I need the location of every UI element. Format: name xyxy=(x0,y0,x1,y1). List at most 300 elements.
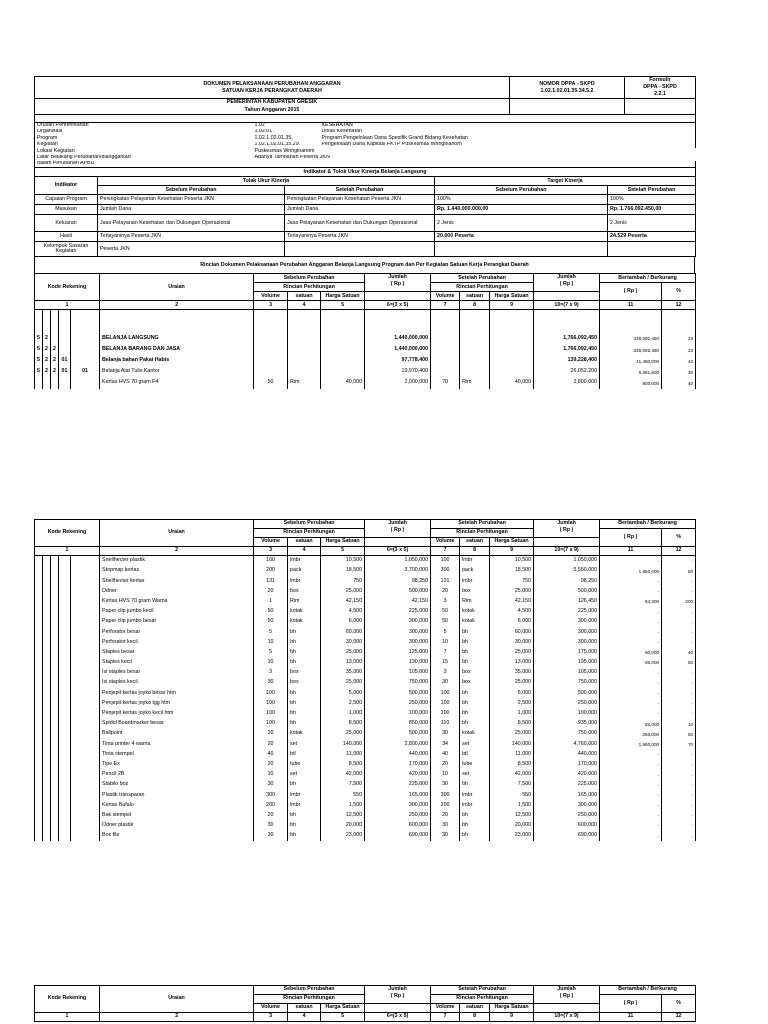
col-num-8: 8 xyxy=(460,547,490,556)
spacer-cell xyxy=(43,310,51,334)
selisih-pct: - xyxy=(662,770,696,780)
volume-setelah: 300 xyxy=(431,566,460,576)
jumlah-setelah: 1,766,092,450 xyxy=(534,345,600,356)
uraian-cell: BELANJA LANGSUNG xyxy=(100,333,254,344)
kode-k1 xyxy=(35,760,43,770)
jumlah-setelah: 5,550,000 xyxy=(534,566,600,576)
kode-k2 xyxy=(43,678,51,688)
volume-sebelum: 5 xyxy=(254,627,288,637)
rincian-number-row xyxy=(35,301,696,310)
kinerja-tu-sebelum: Terlayaninya Peserta JKN xyxy=(98,232,285,242)
jumlah-sebelum: 98,250 xyxy=(365,576,431,586)
harga-sebelum: 20,000 xyxy=(321,821,365,831)
kinerja-tu-sebelum: Peningkatan Pelayanan Kesehatan Peserta JKN xyxy=(98,195,285,205)
uraian-cell: Paper clip jumbo besar xyxy=(100,617,254,627)
table-row xyxy=(35,617,696,627)
uraian-cell: Kertas Bufalo xyxy=(100,801,254,811)
satuan-sebelum: bh xyxy=(288,688,321,698)
uraian-cell: Box file xyxy=(100,831,254,841)
col-harga-sebelum: Harga Satuan xyxy=(321,1004,365,1013)
satuan-setelah: bh xyxy=(460,719,490,729)
selisih-rp: - xyxy=(600,576,662,586)
selisih-pct: - xyxy=(662,811,696,821)
selisih-rp: 1,850,000 xyxy=(600,566,662,576)
volume-setelah: 15 xyxy=(431,658,460,668)
volume-sebelum: 10 xyxy=(254,770,288,780)
jumlah-sebelum: 1,050,000 xyxy=(365,556,431,567)
col-rincian-setelah: Rincian Perhitungan xyxy=(431,995,534,1004)
kode-k3 xyxy=(51,750,59,760)
pemerintah-block: PEMERINTAH KABUPATEN GRESIK Tahun Anggaran 2015 xyxy=(35,99,510,114)
volume-setelah: 3 xyxy=(431,597,460,607)
kinerja-tk-sebelum: 2 Jenis xyxy=(435,215,608,232)
kode-k4: 01 xyxy=(59,367,71,378)
kinerja-tu-setelah: Jasa Pelayanan Kesehatan dan Dukungan Operasional xyxy=(285,215,435,232)
table-row xyxy=(35,627,696,637)
col-sebelum: Sebelum Perubahan xyxy=(254,520,365,529)
selisih-pct: - xyxy=(662,801,696,811)
kode-k2 xyxy=(43,729,51,739)
selisih-pct: - xyxy=(662,668,696,678)
kode-k4 xyxy=(59,607,71,617)
jumlah-sebelum: 130,000 xyxy=(365,658,431,668)
table-row xyxy=(35,770,696,780)
satuan-setelah: bh xyxy=(460,699,490,709)
col-volume-setelah: Volume xyxy=(431,292,460,301)
jumlah-setelah: 500,000 xyxy=(534,587,600,597)
kode-k1 xyxy=(35,750,43,760)
table-row xyxy=(35,576,696,586)
kode-k2 xyxy=(43,597,51,607)
jumlah-sebelum: 19,970,400 xyxy=(365,367,431,378)
kode-k5 xyxy=(71,617,100,627)
jumlah-setelah: 690,000 xyxy=(534,831,600,841)
volume-setelah: 50 xyxy=(431,617,460,627)
kode-k2 xyxy=(43,566,51,576)
col-num-7: 7 xyxy=(431,301,460,310)
col-rincian-sebelum: Rincian Perhitungan xyxy=(254,529,365,538)
selisih-rp: - xyxy=(600,607,662,617)
harga-setelah: 750 xyxy=(490,576,534,586)
kode-k3 xyxy=(51,607,59,617)
jumlah-sebelum: 300,000 xyxy=(365,617,431,627)
kode-k2 xyxy=(43,811,51,821)
harga-setelah: 8,500 xyxy=(490,760,534,770)
kode-k1 xyxy=(35,811,43,821)
uraian-cell: Staples kecil xyxy=(100,658,254,668)
selisih-pct: 200 xyxy=(662,597,696,607)
selisih-rp: 1,960,000 xyxy=(600,739,662,749)
volume-setelah xyxy=(431,345,460,356)
kode-k3 xyxy=(51,668,59,678)
kode-k1 xyxy=(35,709,43,719)
selisih-pct: - xyxy=(662,709,696,719)
jumlah-setelah: 26,052,200 xyxy=(534,367,600,378)
col-rincian-sebelum: Rincian Perhitungan xyxy=(254,283,365,292)
kode-k4 xyxy=(59,566,71,576)
kinerja-tu-sebelum: Jumlah Dana xyxy=(98,205,285,215)
uraian-cell: Snellhecter plastik xyxy=(100,556,254,567)
jumlah-setelah: 2,800,000 xyxy=(534,378,600,389)
selisih-pct: - xyxy=(662,587,696,597)
selisih-rp: - xyxy=(600,638,662,648)
harga-sebelum: 140,000 xyxy=(321,739,365,749)
jumlah-setelah: 165,000 xyxy=(534,790,600,800)
kinerja-row xyxy=(35,232,696,242)
volume-setelah: 10 xyxy=(431,770,460,780)
col-volume-sebelum: Volume xyxy=(254,292,288,301)
kinerja-indikator: Capaian Program xyxy=(35,195,98,205)
kode-k4 xyxy=(59,770,71,780)
harga-setelah: 8,500 xyxy=(490,719,534,729)
jumlah-label: Jumlah xyxy=(557,520,576,526)
selisih-pct: 10 xyxy=(662,719,696,729)
col-harga-setelah: Harga Satuan xyxy=(490,1004,534,1013)
kode-k4 xyxy=(59,699,71,709)
info-label: Latar Belakang Perubahan/dianggarkan xyxy=(35,155,253,161)
rincian-number-row xyxy=(35,1013,696,1022)
kode-k3 xyxy=(51,638,59,648)
uraian-cell: Isi staples kecil xyxy=(100,678,254,688)
selisih-rp: - xyxy=(600,790,662,800)
jumlah-setelah: 500,000 xyxy=(534,688,600,698)
kinerja-row xyxy=(35,205,696,215)
kinerja-col-target: Target Kinerja xyxy=(435,177,696,186)
kinerja-tk-sebelum: Rp. 1.440.000.000,00 xyxy=(435,205,608,215)
volume-sebelum: 30 xyxy=(254,821,288,831)
sheet-1 xyxy=(34,76,695,389)
jumlah-sebelum: 300,000 xyxy=(365,801,431,811)
col-num-8: 8 xyxy=(460,1013,490,1022)
uraian-cell: Penjepit kertas joyko kecil htm xyxy=(100,709,254,719)
harga-sebelum xyxy=(321,367,365,378)
kode-k3: 2 xyxy=(51,356,59,367)
kode-k5 xyxy=(71,821,100,831)
harga-setelah: 20,000 xyxy=(490,821,534,831)
satuan-setelah: set xyxy=(460,739,490,749)
volume-setelah: 110 xyxy=(431,719,460,729)
harga-sebelum: 8,500 xyxy=(321,719,365,729)
volume-sebelum: 30 xyxy=(254,831,288,841)
col-satuan-setelah: satuan xyxy=(460,538,490,547)
kode-k4 xyxy=(59,627,71,637)
kode-k4 xyxy=(59,378,71,389)
kode-k1 xyxy=(35,617,43,627)
table-row xyxy=(35,333,696,344)
uraian-cell: Ballpoint xyxy=(100,729,254,739)
col-num-9: 9 xyxy=(490,1013,534,1022)
kode-k2 xyxy=(43,760,51,770)
harga-setelah: 35,000 xyxy=(490,668,534,678)
kinerja-title: Indikator & Tolok Ukur Kinerja Belanja Langsung xyxy=(35,168,696,177)
volume-sebelum: 1 xyxy=(254,597,288,607)
satuan-sebelum: bh xyxy=(288,780,321,790)
rincian-table-3 xyxy=(34,985,696,1022)
satuan-setelah: lmbr xyxy=(460,556,490,567)
col-pct: % xyxy=(662,283,696,301)
table-row xyxy=(35,367,696,378)
kode-k4 xyxy=(59,576,71,586)
selisih-pct: - xyxy=(662,790,696,800)
uraian-cell: Spidol Boardmarker besar xyxy=(100,719,254,729)
kode-k2: 2 xyxy=(43,367,51,378)
kode-k1 xyxy=(35,821,43,831)
kode-k3 xyxy=(51,617,59,627)
info-label: Organisasi xyxy=(35,129,253,135)
volume-sebelum xyxy=(254,367,288,378)
jumlah-setelah: 126,450 xyxy=(534,597,600,607)
table-row xyxy=(35,356,696,367)
table-row xyxy=(35,658,696,668)
satuan-sebelum: set xyxy=(288,739,321,749)
satuan-setelah: bh xyxy=(460,780,490,790)
kode-k1 xyxy=(35,780,43,790)
harga-sebelum: 35,000 xyxy=(321,668,365,678)
jumlah-sebelum: 97,778,400 xyxy=(365,356,431,367)
volume-sebelum: 40 xyxy=(254,750,288,760)
sheet-2 xyxy=(34,519,695,841)
jumlah-setelah: 750,000 xyxy=(534,729,600,739)
info-value: KESEHATAN xyxy=(320,123,696,129)
selisih-pct: - xyxy=(662,576,696,586)
selisih-rp: 84,300 xyxy=(600,597,662,607)
satuan-setelah: bh xyxy=(460,709,490,719)
jumlah-setelah: 300,000 xyxy=(534,627,600,637)
kode-k5 xyxy=(71,760,100,770)
jumlah-sebelum: 2,800,000 xyxy=(365,739,431,749)
kode-k2 xyxy=(43,607,51,617)
satuan-setelah: bh xyxy=(460,627,490,637)
satuan-sebelum: pack xyxy=(288,566,321,576)
kode-k5 xyxy=(71,576,100,586)
satuan-setelah: Rim xyxy=(460,597,490,607)
harga-sebelum: 7,500 xyxy=(321,780,365,790)
col-volume-sebelum: Volume xyxy=(254,538,288,547)
kode-k4 xyxy=(59,617,71,627)
kode-k1 xyxy=(35,566,43,576)
kode-k4 xyxy=(59,587,71,597)
selisih-pct: - xyxy=(662,821,696,831)
selisih-rp: 41,450,000 xyxy=(600,356,662,367)
col-num-12: 12 xyxy=(662,547,696,556)
kode-k2 xyxy=(43,739,51,749)
jumlah-setelah: 225,000 xyxy=(534,780,600,790)
table-row xyxy=(35,587,696,597)
jumlah-sebelum: 105,000 xyxy=(365,668,431,678)
jumlah-sebelum: 42,150 xyxy=(365,597,431,607)
col-num-7: 7 xyxy=(431,1013,460,1022)
selisih-pct: - xyxy=(662,638,696,648)
col-blank xyxy=(534,1004,600,1013)
satuan-setelah: bh xyxy=(460,638,490,648)
kode-k5 xyxy=(71,790,100,800)
volume-sebelum: 30 xyxy=(254,780,288,790)
col-num-12: 12 xyxy=(662,1013,696,1022)
kode-k2 xyxy=(43,801,51,811)
volume-sebelum xyxy=(254,356,288,367)
uraian-cell: Perforator kecil xyxy=(100,638,254,648)
kode-k4 xyxy=(59,831,71,841)
harga-sebelum: 42,000 xyxy=(321,770,365,780)
satuan-setelah: tube xyxy=(460,760,490,770)
selisih-rp: - xyxy=(600,780,662,790)
jumlah-setelah: 170,000 xyxy=(534,760,600,770)
table-row xyxy=(35,378,696,389)
kode-k1: 5 xyxy=(35,356,43,367)
table-row xyxy=(35,801,696,811)
kode-k2 xyxy=(43,780,51,790)
kode-k1 xyxy=(35,729,43,739)
col-blank xyxy=(534,538,600,547)
kode-k1 xyxy=(35,627,43,637)
kode-k1 xyxy=(35,556,43,567)
kinerja-indikator: Kelompok Sasaran Kegiatan xyxy=(35,242,98,257)
volume-sebelum: 100 xyxy=(254,709,288,719)
col-num-5: 5 xyxy=(321,301,365,310)
jumlah-sebelum: 1,440,000,000 xyxy=(365,333,431,344)
col-jumlah-sebelum xyxy=(365,986,431,1004)
selisih-pct: 70 xyxy=(662,739,696,749)
volume-sebelum: 100 xyxy=(254,719,288,729)
kode-k2 xyxy=(43,688,51,698)
volume-setelah: 30 xyxy=(431,780,460,790)
jumlah-setelah: 250,000 xyxy=(534,811,600,821)
spacer-cell xyxy=(534,310,600,334)
kode-k5 xyxy=(71,678,100,688)
satuan-setelah: bh xyxy=(460,811,490,821)
table-row xyxy=(35,821,696,831)
kode-k4 xyxy=(59,345,71,356)
volume-sebelum: 50 xyxy=(254,617,288,627)
harga-setelah: 140,000 xyxy=(490,739,534,749)
selisih-rp: - xyxy=(600,709,662,719)
satuan-setelah: box xyxy=(460,678,490,688)
harga-setelah: 40,000 xyxy=(490,378,534,389)
volume-setelah: 131 xyxy=(431,576,460,586)
spacer-cell xyxy=(254,310,288,334)
kinerja-tk-setelah: 2 Jenis xyxy=(608,215,696,232)
table-row xyxy=(35,345,696,356)
selisih-rp: - xyxy=(600,678,662,688)
col-bertambah: Bertambah / Berkurang xyxy=(600,986,696,995)
jumlah-label: Jumlah xyxy=(388,520,407,526)
satuan-setelah: set xyxy=(460,770,490,780)
col-num-10: 10=(7 x 9) xyxy=(534,547,600,556)
volume-setelah: 50 xyxy=(431,607,460,617)
table-row xyxy=(35,739,696,749)
kode-k1 xyxy=(35,607,43,617)
col-jumlah-setelah xyxy=(534,274,600,292)
uraian-cell: Pencil 2B xyxy=(100,770,254,780)
kode-k2 xyxy=(43,668,51,678)
kode-k3 xyxy=(51,699,59,709)
harga-setelah: 10,500 xyxy=(490,556,534,567)
col-num-6: 6=(3 x 5) xyxy=(365,1013,431,1022)
kode-k1: 5 xyxy=(35,345,43,356)
kode-k4 xyxy=(59,597,71,607)
satuan-setelah: kotak xyxy=(460,607,490,617)
harga-setelah: 25,000 xyxy=(490,648,534,658)
satuan-sebelum: bh xyxy=(288,658,321,668)
info-code: Puskesmas Wringinanom xyxy=(254,148,315,154)
harga-sebelum: 12,500 xyxy=(321,811,365,821)
col-satuan-setelah: satuan xyxy=(460,1004,490,1013)
kinerja-row xyxy=(35,242,696,257)
info-label: Program xyxy=(35,135,253,141)
kode-k1 xyxy=(35,638,43,648)
selisih-rp: - xyxy=(600,801,662,811)
kinerja-tk-setelah: Rp. 1.766.092.450,00 xyxy=(608,205,696,215)
col-num-2: 2 xyxy=(100,1013,254,1022)
volume-setelah: 30 xyxy=(431,831,460,841)
selisih-rp: 326,092,450 xyxy=(600,333,662,344)
jumlah-sebelum: 3,700,000 xyxy=(365,566,431,576)
jumlah-setelah: 195,000 xyxy=(534,658,600,668)
harga-sebelum: 40,000 xyxy=(321,378,365,389)
jumlah-sebelum: 750,000 xyxy=(365,678,431,688)
jumlah-sebelum: 300,000 xyxy=(365,638,431,648)
kode-k5 xyxy=(71,648,100,658)
spacer-cell xyxy=(365,310,431,334)
harga-setelah: 23,000 xyxy=(490,831,534,841)
spacer-cell xyxy=(490,310,534,334)
kode-k4 xyxy=(59,750,71,760)
kode-k2: 2 xyxy=(43,345,51,356)
table-row xyxy=(35,760,696,770)
col-kode-rekening: Kode Rekening xyxy=(35,520,100,547)
jumlah-setelah: 100,000 xyxy=(534,709,600,719)
jumlah-sebelum: 100,000 xyxy=(365,709,431,719)
satuan-setelah: box xyxy=(460,668,490,678)
info-code: 1.02 xyxy=(254,122,265,128)
volume-setelah: 20 xyxy=(431,587,460,597)
col-setelah: Setelah Perubahan xyxy=(431,986,534,995)
table-row xyxy=(35,638,696,648)
selisih-pct: - xyxy=(662,699,696,709)
spacer-cell xyxy=(600,310,662,334)
col-num-9: 9 xyxy=(490,301,534,310)
selisih-rp: - xyxy=(600,821,662,831)
col-satuan-sebelum: satuan xyxy=(288,538,321,547)
selisih-pct: 30 xyxy=(662,367,696,378)
table-row xyxy=(35,699,696,709)
rp-label: ( Rp ) xyxy=(559,281,574,288)
satuan-sebelum: Rim xyxy=(288,597,321,607)
selisih-rp: - xyxy=(600,770,662,780)
jumlah-sebelum: 420,000 xyxy=(365,770,431,780)
col-jumlah-sebelum xyxy=(365,520,431,538)
satuan-setelah: bh xyxy=(460,688,490,698)
info-value: Dinas Kesehatan xyxy=(320,129,696,135)
kode-k2 xyxy=(43,709,51,719)
satuan-setelah xyxy=(460,356,490,367)
col-num-11: 11 xyxy=(600,301,662,310)
jumlah-sebelum: 600,000 xyxy=(365,821,431,831)
kode-k3 xyxy=(51,801,59,811)
selisih-pct: 42 xyxy=(662,356,696,367)
harga-sebelum: 30,000 xyxy=(321,638,365,648)
harga-setelah: 60,000 xyxy=(490,627,534,637)
harga-sebelum xyxy=(321,356,365,367)
col-kode-rekening: Kode Rekening xyxy=(35,274,100,301)
volume-setelah xyxy=(431,356,460,367)
kode-k1: 5 xyxy=(35,333,43,344)
kode-k5 xyxy=(71,333,100,344)
rp-label: ( Rp ) xyxy=(390,992,405,999)
harga-setelah: 42,000 xyxy=(490,770,534,780)
table-row xyxy=(35,597,696,607)
volume-sebelum: 100 xyxy=(254,688,288,698)
